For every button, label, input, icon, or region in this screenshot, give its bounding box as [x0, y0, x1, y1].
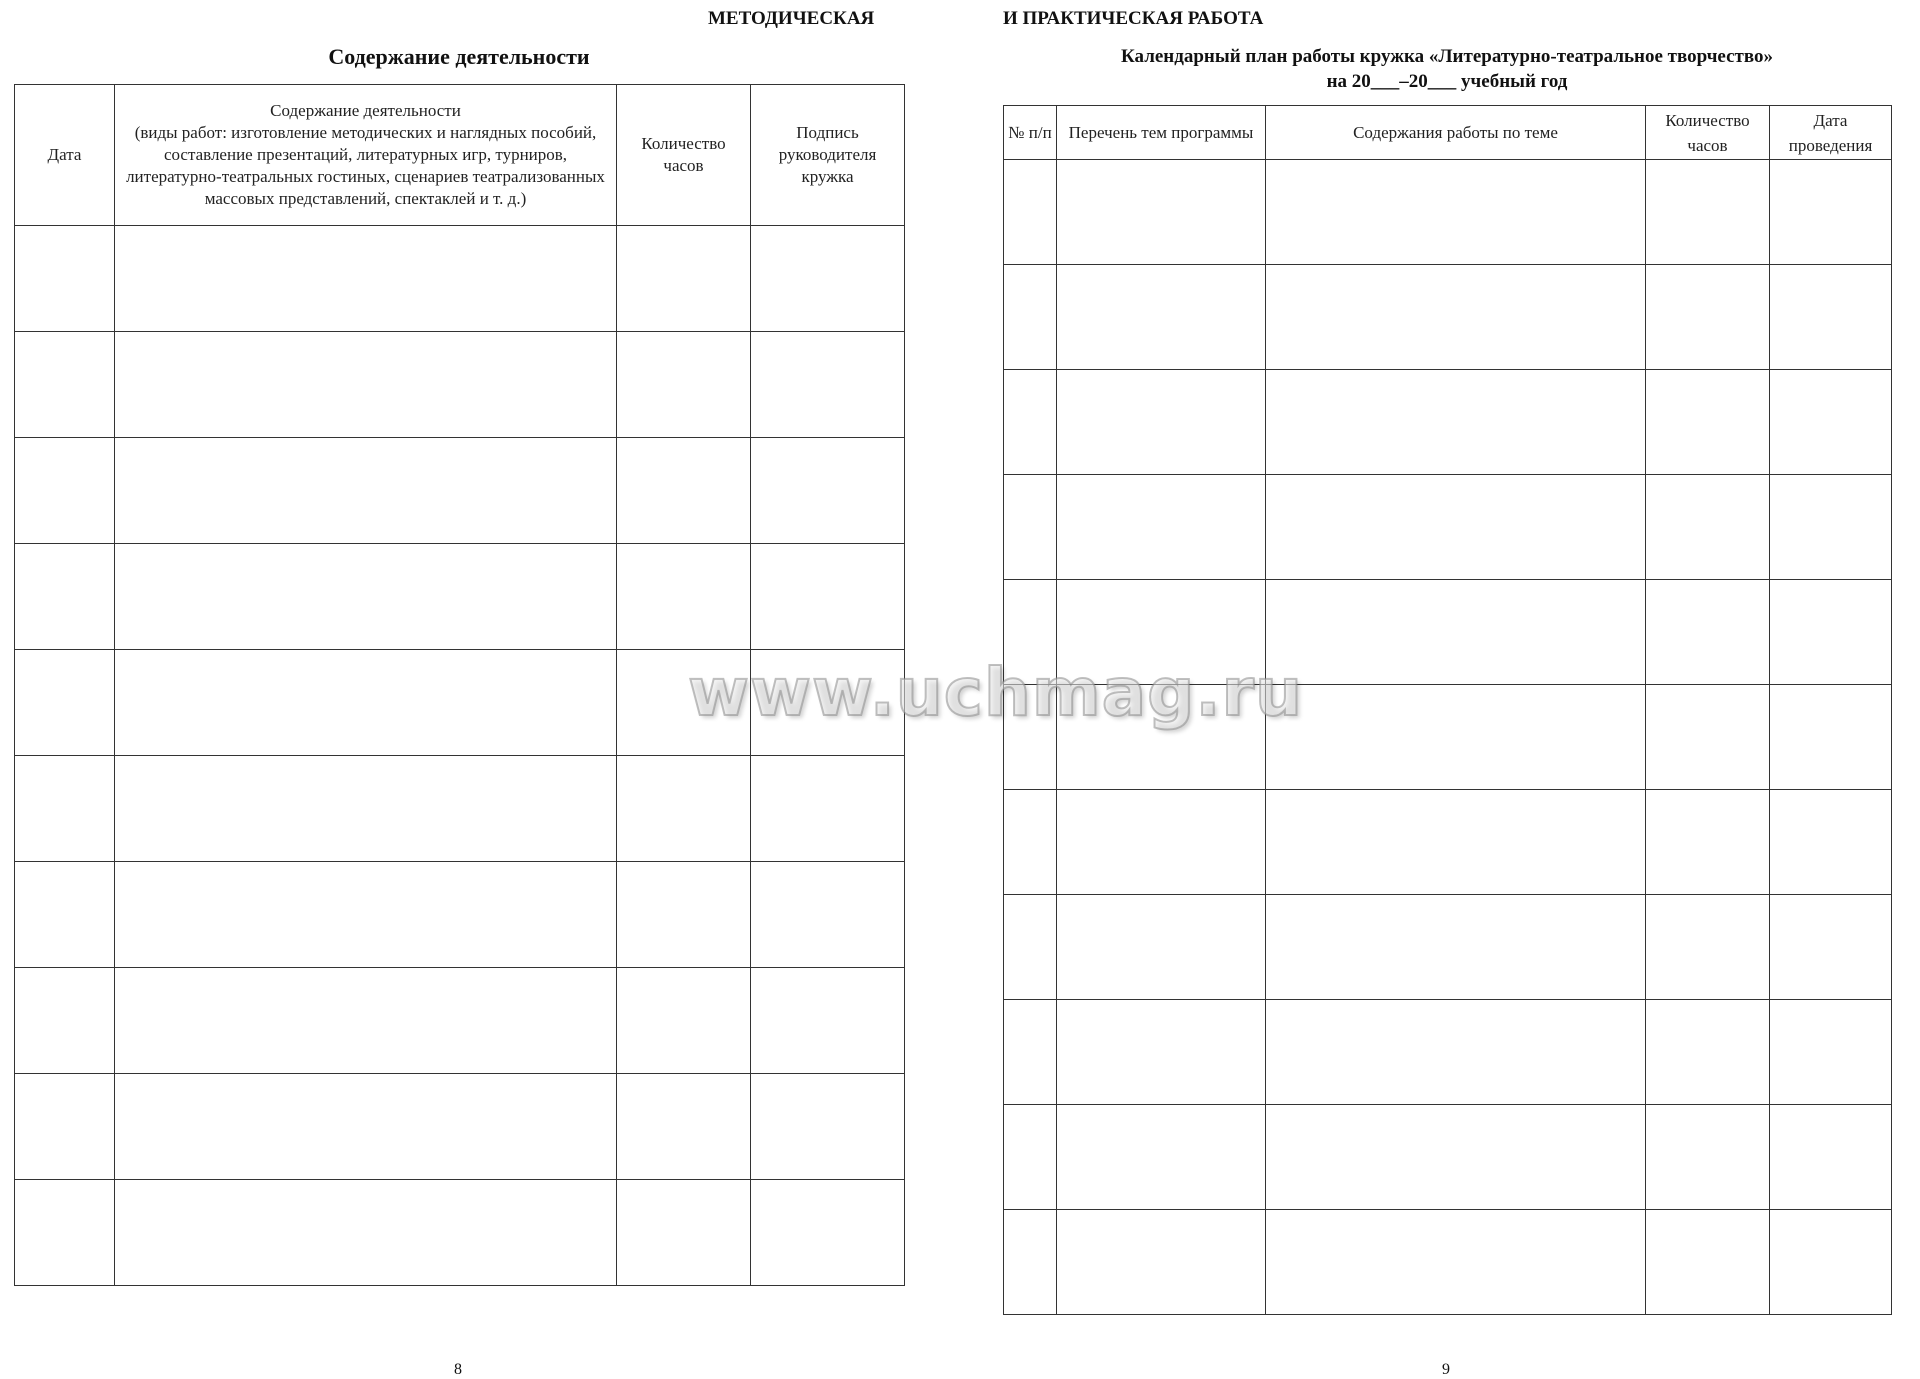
calendar-table-row	[1004, 1105, 1892, 1210]
calendar-table-cell-hours[interactable]	[1646, 685, 1770, 790]
activity-table-cell-hours[interactable]	[617, 968, 751, 1074]
calendar-table-cell-work-content[interactable]	[1266, 1105, 1646, 1210]
calendar-table-cell-number[interactable]	[1004, 1000, 1057, 1105]
col-header-content-title: Содержание деятельности	[270, 101, 461, 120]
calendar-table-cell-date[interactable]	[1770, 790, 1892, 895]
activity-table-row	[15, 438, 905, 544]
col-header-signature: Подпись руководителя кружка	[751, 85, 905, 226]
activity-table-row	[15, 226, 905, 332]
activity-table-cell-date[interactable]	[15, 332, 115, 438]
calendar-table-cell-topics[interactable]	[1057, 1000, 1266, 1105]
calendar-table-cell-work-content[interactable]	[1266, 1210, 1646, 1315]
calendar-table-cell-work-content[interactable]	[1266, 265, 1646, 370]
activity-table-cell-signature[interactable]	[751, 1074, 905, 1180]
activity-table-cell-date[interactable]	[15, 438, 115, 544]
activity-table-cell-signature[interactable]	[751, 226, 905, 332]
calendar-table-cell-number[interactable]	[1004, 265, 1057, 370]
calendar-table-cell-number[interactable]	[1004, 1210, 1057, 1315]
calendar-table-cell-topics[interactable]	[1057, 1105, 1266, 1210]
left-page-title: Содержание деятельности	[328, 44, 590, 69]
calendar-table-cell-work-content[interactable]	[1266, 370, 1646, 475]
activity-table-cell-signature[interactable]	[751, 756, 905, 862]
col-header-hours: Количество часов	[617, 85, 751, 226]
activity-table-cell-content[interactable]	[115, 650, 617, 756]
activity-table-row	[15, 332, 905, 438]
calendar-table-cell-hours[interactable]	[1646, 1000, 1770, 1105]
activity-table-cell-hours[interactable]	[617, 1180, 751, 1286]
activity-table-cell-hours[interactable]	[617, 438, 751, 544]
calendar-table-cell-topics[interactable]	[1057, 895, 1266, 1000]
calendar-table-cell-number[interactable]	[1004, 475, 1057, 580]
activity-table-row	[15, 968, 905, 1074]
calendar-table-cell-work-content[interactable]	[1266, 790, 1646, 895]
activity-table-header-row	[15, 85, 905, 226]
calendar-table-cell-topics[interactable]	[1057, 370, 1266, 475]
activity-table-cell-signature[interactable]	[751, 862, 905, 968]
calendar-table-cell-number[interactable]	[1004, 790, 1057, 895]
activity-table-cell-hours[interactable]	[617, 226, 751, 332]
calendar-table-cell-topics[interactable]	[1057, 475, 1266, 580]
calendar-table-row	[1004, 895, 1892, 1000]
activity-table-cell-date[interactable]	[15, 1074, 115, 1180]
running-header-left: МЕТОДИЧЕСКАЯ	[708, 8, 875, 29]
calendar-table-cell-date[interactable]	[1770, 1000, 1892, 1105]
calendar-table-cell-number[interactable]	[1004, 160, 1057, 265]
activity-table-cell-content[interactable]	[115, 1074, 617, 1180]
activity-table-cell-date[interactable]	[15, 226, 115, 332]
running-header-right: И ПРАКТИЧЕСКАЯ РАБОТА	[1003, 8, 1264, 29]
col-header-content	[115, 85, 617, 226]
activity-table-cell-content[interactable]	[115, 968, 617, 1074]
calendar-table-row	[1004, 265, 1892, 370]
calendar-table-cell-date[interactable]	[1770, 895, 1892, 1000]
activity-table-row	[15, 544, 905, 650]
calendar-table-cell-hours[interactable]	[1646, 475, 1770, 580]
col-header-hours: Количество часов	[1646, 106, 1770, 160]
calendar-table-cell-date[interactable]	[1770, 1210, 1892, 1315]
calendar-table-cell-hours[interactable]	[1646, 265, 1770, 370]
calendar-table-cell-topics[interactable]	[1057, 1210, 1266, 1315]
calendar-table-cell-number[interactable]	[1004, 370, 1057, 475]
calendar-table-cell-work-content[interactable]	[1266, 685, 1646, 790]
calendar-table-cell-hours[interactable]	[1646, 160, 1770, 265]
activity-table-cell-date[interactable]	[15, 650, 115, 756]
activity-table-cell-date[interactable]	[15, 968, 115, 1074]
calendar-table-cell-hours[interactable]	[1646, 790, 1770, 895]
calendar-table-cell-number[interactable]	[1004, 1105, 1057, 1210]
calendar-table-header-row	[1004, 106, 1892, 160]
activity-table-row	[15, 862, 905, 968]
activity-table-cell-hours[interactable]	[617, 1074, 751, 1180]
activity-table-cell-hours[interactable]	[617, 756, 751, 862]
calendar-table-cell-topics[interactable]	[1057, 265, 1266, 370]
calendar-table-cell-work-content[interactable]	[1266, 580, 1646, 685]
activity-table-cell-date[interactable]	[15, 1180, 115, 1286]
col-header-date: Дата проведения	[1770, 106, 1892, 160]
col-header-work-content: Содержания работы по теме	[1266, 106, 1646, 160]
col-header-content-description: (виды работ: изготовление методических и наглядных пособий, составление презентаций, литературных игр, турниров, литературно-театральных гостиных, сценариев театрализованных массовых представлений, спектаклей и т. д.)	[126, 123, 605, 208]
calendar-table-cell-work-content[interactable]	[1266, 895, 1646, 1000]
right-title-line1: Календарный план работы кружка «Литературно-театральное творчество»	[1121, 46, 1773, 67]
activity-table-cell-signature[interactable]	[751, 544, 905, 650]
col-header-date: Дата	[15, 85, 115, 226]
calendar-table-cell-number[interactable]	[1004, 895, 1057, 1000]
activity-table-cell-content[interactable]	[115, 544, 617, 650]
calendar-table-cell-date[interactable]	[1770, 370, 1892, 475]
activity-table-cell-signature[interactable]	[751, 438, 905, 544]
calendar-table-cell-work-content[interactable]	[1266, 1000, 1646, 1105]
activity-table-cell-hours[interactable]	[617, 862, 751, 968]
calendar-table-row	[1004, 790, 1892, 895]
calendar-table-cell-topics[interactable]	[1057, 160, 1266, 265]
calendar-table-cell-hours[interactable]	[1646, 370, 1770, 475]
activity-table-cell-signature[interactable]	[751, 968, 905, 1074]
calendar-table-cell-date[interactable]	[1770, 1105, 1892, 1210]
activity-table-cell-date[interactable]	[15, 544, 115, 650]
calendar-table-cell-hours[interactable]	[1646, 580, 1770, 685]
col-header-number: № п/п	[1004, 106, 1057, 160]
activity-table-cell-content[interactable]	[115, 226, 617, 332]
calendar-table-row	[1004, 1210, 1892, 1315]
page-number-left: 8	[454, 1361, 462, 1378]
activity-table-cell-date[interactable]	[15, 862, 115, 968]
calendar-table-cell-work-content[interactable]	[1266, 160, 1646, 265]
calendar-table-row	[1004, 1000, 1892, 1105]
page-number-right: 9	[1442, 1361, 1450, 1378]
activity-table-cell-signature[interactable]	[751, 1180, 905, 1286]
right-title-line2: на 20___–20___ учебный год	[1326, 71, 1568, 92]
activity-table-cell-date[interactable]	[15, 756, 115, 862]
activity-table-row	[15, 1180, 905, 1286]
right-page-title	[1002, 44, 1892, 94]
calendar-table-row	[1004, 160, 1892, 265]
col-header-topics: Перечень тем программы	[1057, 106, 1266, 160]
calendar-table-row	[1004, 475, 1892, 580]
activity-table-row	[15, 1074, 905, 1180]
calendar-table-cell-topics[interactable]	[1057, 790, 1266, 895]
activity-table-row	[15, 756, 905, 862]
calendar-table-cell-hours[interactable]	[1646, 895, 1770, 1000]
calendar-table-cell-date[interactable]	[1770, 580, 1892, 685]
calendar-table-cell-date[interactable]	[1770, 475, 1892, 580]
calendar-table-cell-date[interactable]	[1770, 265, 1892, 370]
activity-table-cell-hours[interactable]	[617, 332, 751, 438]
activity-table-cell-signature[interactable]	[751, 332, 905, 438]
activity-table-cell-content[interactable]	[115, 862, 617, 968]
activity-table-cell-content[interactable]	[115, 332, 617, 438]
calendar-table-cell-work-content[interactable]	[1266, 475, 1646, 580]
calendar-table-cell-hours[interactable]	[1646, 1210, 1770, 1315]
activity-table-cell-content[interactable]	[115, 756, 617, 862]
activity-table-cell-content[interactable]	[115, 438, 617, 544]
calendar-table-cell-hours[interactable]	[1646, 1105, 1770, 1210]
activity-table-cell-content[interactable]	[115, 1180, 617, 1286]
calendar-table-row	[1004, 370, 1892, 475]
calendar-table-cell-date[interactable]	[1770, 685, 1892, 790]
watermark: www.uchmag.ru	[688, 654, 1304, 731]
calendar-table-cell-date[interactable]	[1770, 160, 1892, 265]
activity-table-cell-hours[interactable]	[617, 544, 751, 650]
